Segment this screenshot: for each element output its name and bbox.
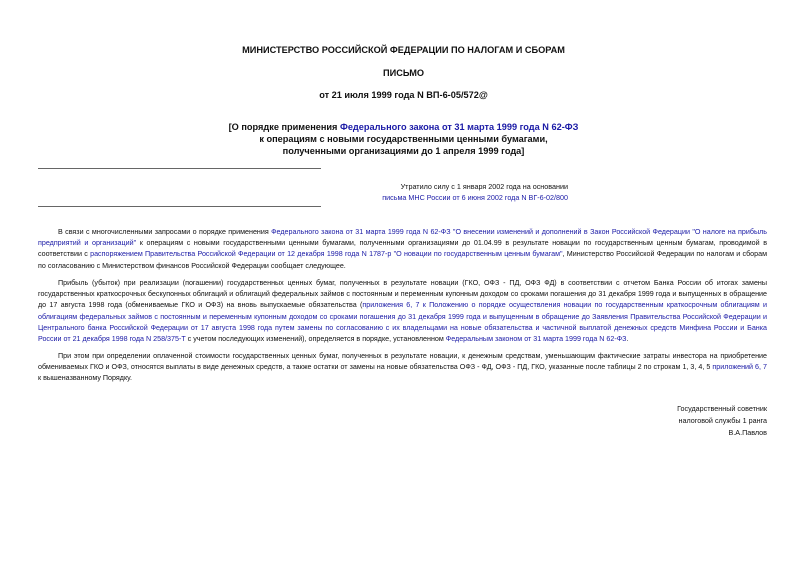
p2-appendix-link[interactable]: приложения 6, 7 к Положению о порядке осуществления новации по государственным краткосрочным облигациям и облигациям федеральных займов с постоянным и переменным купонным доходом со сроками погашения до 31 декабря 1999 года и выпущенным в обращение до Заявления Правительства Российской Федерации и Центрального банка Российской Федерации от 17 августа 1998 года путем замены по согласованию с их владельцами на новые обязательства и частичной выплатой денежных средств Минфина России и Банка России от 21 декабря 1998 года N 258/375-Т [38, 301, 767, 344]
signature-block [677, 403, 767, 439]
document-date-number: от 21 июля 1999 года N ВП-6-05/572@ [319, 90, 488, 100]
title-line-1 [0, 121, 807, 133]
status-note-link[interactable]: письма МНС России от 6 июня 2002 года N ВГ-6-02/800 [382, 193, 568, 202]
p1-text-3: , Министерство Российской Федерации по налогам и сборам по согласованию с Министерством финансов Российской Федерации сообщает следующее. [38, 250, 768, 270]
signature-title-1: Государственный советник [677, 404, 767, 413]
title-line-2: к операциям с новыми государственными ценными бумагами, [259, 134, 548, 144]
p2-text-3: . [626, 335, 629, 344]
p1-decree-link[interactable]: распоряжением Правительства Российской Федерации от 12 декабря 1998 года N 1787-р "О новации по государственным ценным бумагам" [90, 250, 563, 259]
p3-text-2: к вышеназванному Порядку. [38, 374, 132, 383]
status-note-text: Утратило силу с 1 января 2002 года на основании [400, 182, 568, 191]
signature-title-2: налоговой службы 1 ранга [678, 416, 767, 425]
status-note [240, 181, 568, 203]
p3-text-1: При этом при определении оплаченной стоимости государственных ценных бумаг, полученных в результате новации, к денежным средствам, уменьшающим фактические затраты инвестора на приобретение обмениваемых ГКО и ОФЗ, относятся выплаты в виде денежных средств, а также остатки от замены на новые обязательства ОФЗ - ФД, ОФЗ - ПД, ГКО, указанные после таблицы 2 по строкам 1, 3, 4, 5 [38, 352, 767, 372]
p2-text-1: Прибыль (убыток) при реализации (погашении) государственных ценных бумаг, полученных в результате новации (ГКО, ОФЗ - ПД, ОФЗ ФД) в соответствии с отчетом Банка России об итогах замены государственных краткосрочных бескупонных облигаций и облигаций федеральных займов с постоянным и переменным купонным доходом со сроками погашения до 31 декабря 1999 года и выпущенных в обращение до 17 августа 1998 года (обмениваемые ГКО и ОФЗ) на вновь выпускаемые обязательства ( [38, 279, 767, 310]
divider-bottom [38, 206, 321, 207]
title-line-3: полученными организациями до 1 апреля 1999 года] [282, 146, 525, 156]
paragraph-1 [38, 227, 767, 272]
document-type: ПИСЬМО [382, 68, 425, 78]
p3-appendix-link[interactable]: приложений 6, 7 [712, 363, 767, 372]
paragraph-3 [38, 351, 767, 385]
law-link[interactable]: Федерального закона от 31 марта 1999 года N 62-ФЗ [339, 122, 579, 132]
ministry-heading: МИНИСТЕРСТВО РОССИЙСКОЙ ФЕДЕРАЦИИ ПО НАЛОГАМ И СБОРАМ [242, 45, 565, 55]
divider-top [38, 168, 321, 169]
signature-name: В.А.Павлов [728, 428, 767, 437]
document-title [0, 121, 807, 157]
p1-text-1: В связи с многочисленными запросами о порядке применения [58, 228, 272, 236]
title-prefix: [О порядке применения [228, 122, 340, 132]
p2-law-link[interactable]: Федеральным законом от 31 марта 1999 года N 62-ФЗ [445, 335, 627, 344]
p1-text-2: к операциям с новыми государственными ценными бумагами, полученными организациями до 01.04.99 в результате новации по государственным ценным бумагам, проводимой в соответствии с [38, 239, 768, 259]
p2-text-2: с учетом последующих изменений), определяется в порядке, установленном [185, 335, 446, 344]
p1-law-link[interactable]: Федерального закона от 31 марта 1999 года N 62-ФЗ "О внесении изменений и дополнений в Закон Российской Федерации "О налоге на прибыль предприятий и организаций" [38, 228, 767, 248]
paragraph-2 [38, 278, 767, 345]
